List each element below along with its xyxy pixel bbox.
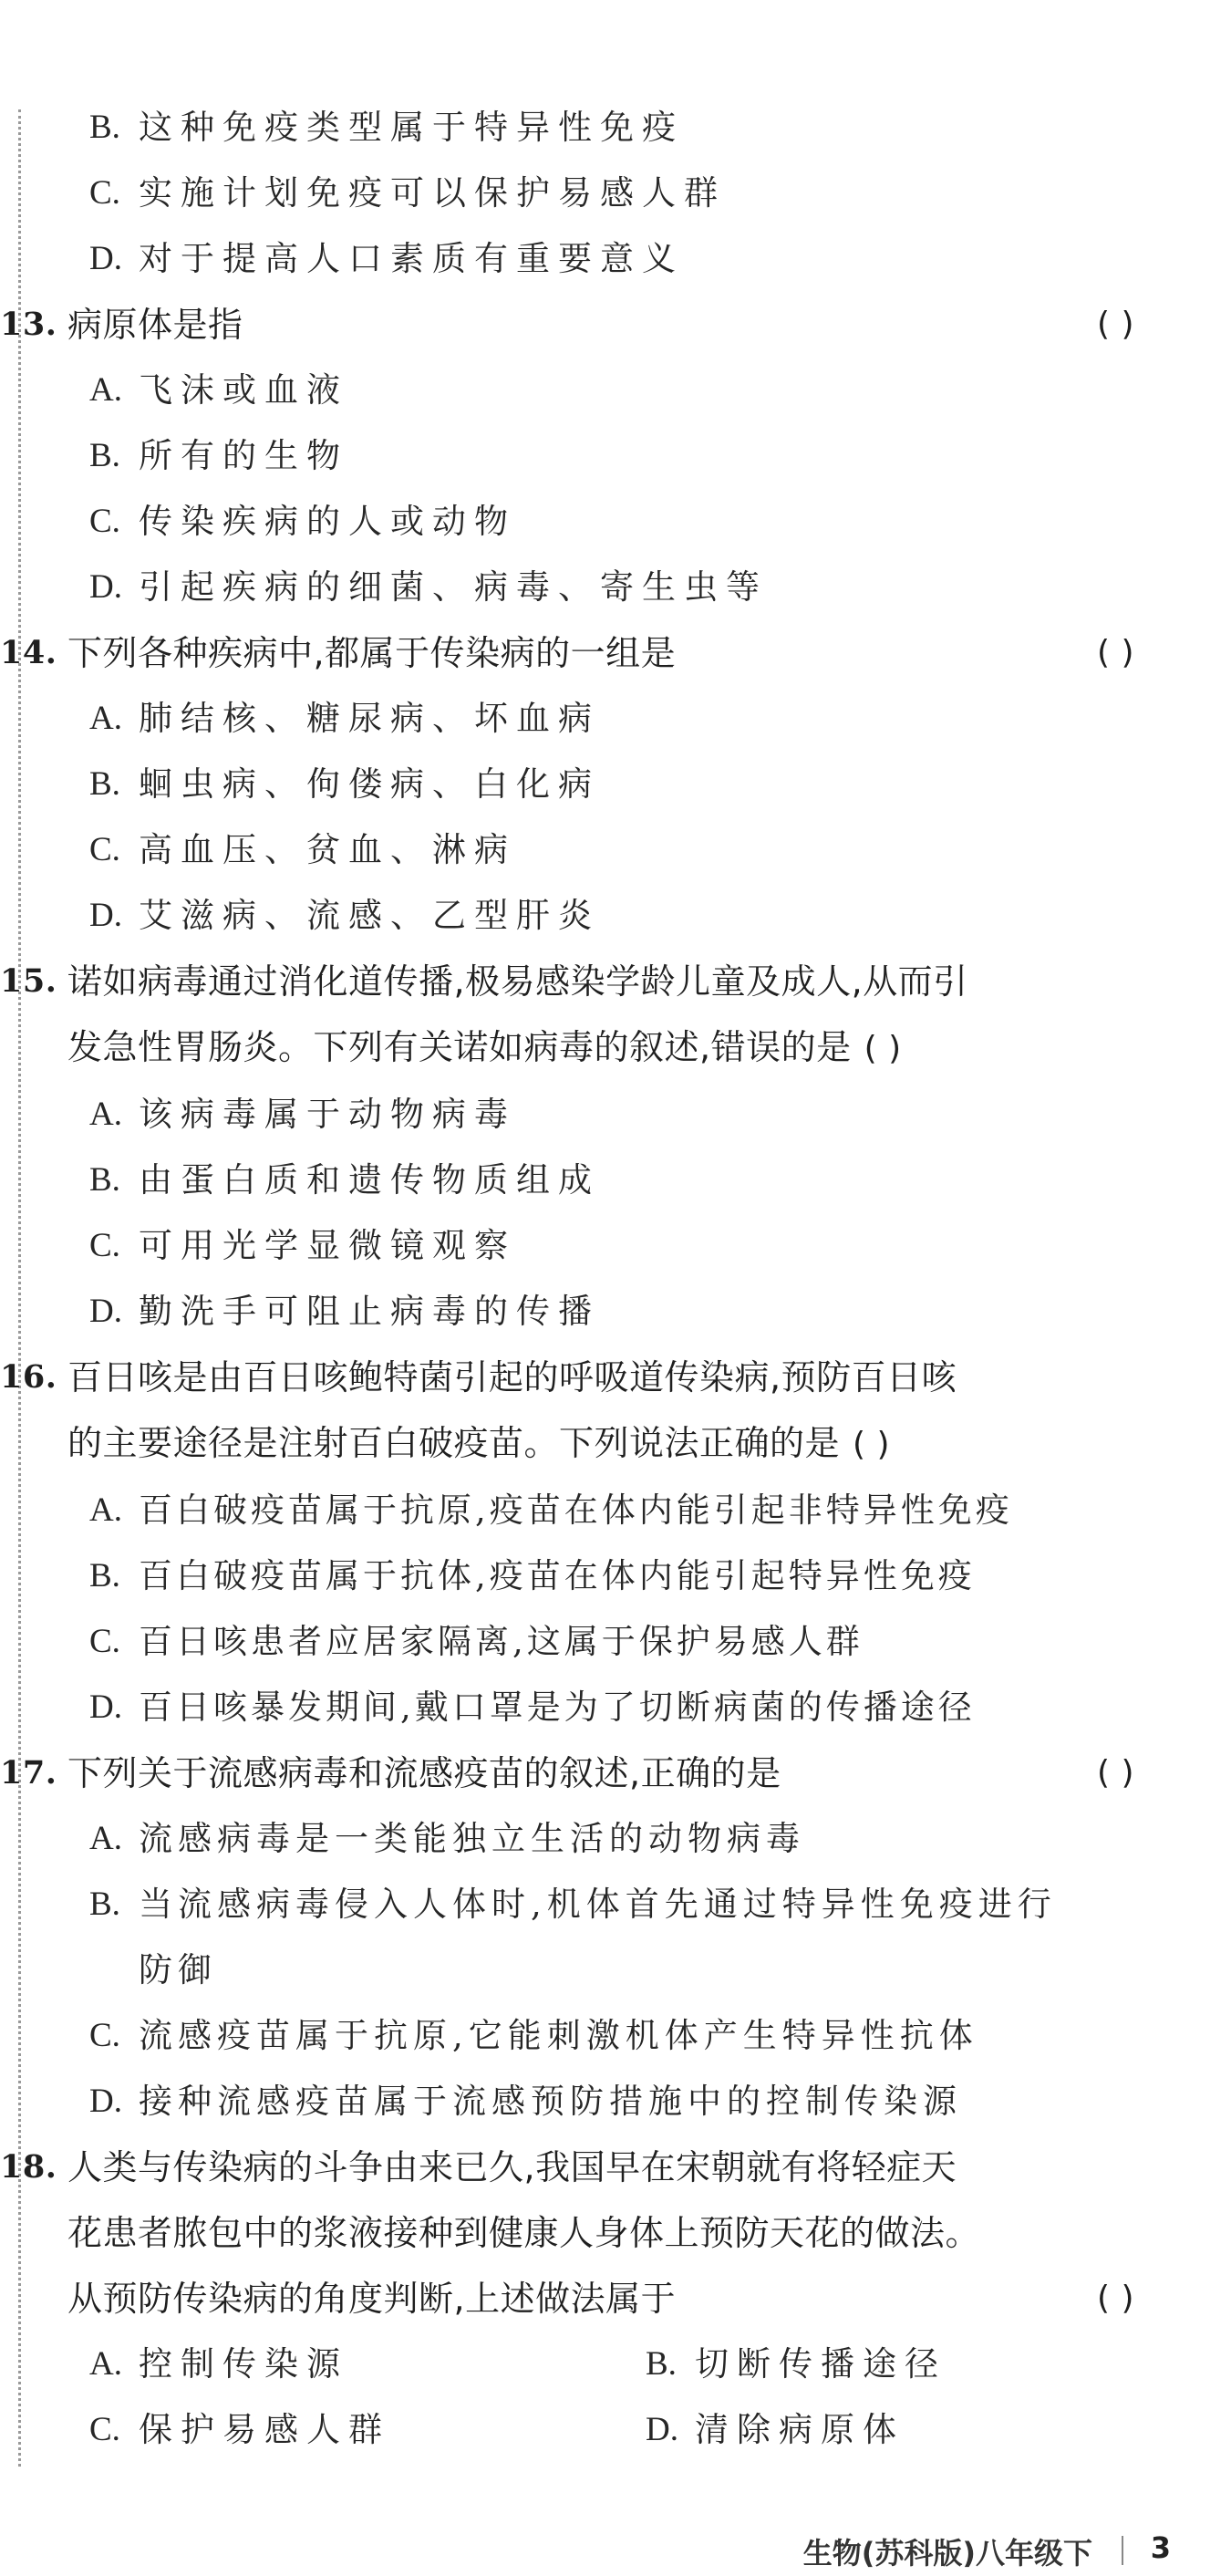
option bbox=[89, 2069, 1142, 2135]
question-stem bbox=[0, 1740, 1143, 1806]
option-text: 对于提高人口素质有重要意义 bbox=[139, 239, 684, 278]
answer-blank: ( ) bbox=[864, 1030, 902, 1067]
stem-line: 百日咳是由百日咳鲍特菌引起的呼吸道传染病,预防百日咳 bbox=[67, 1357, 957, 1397]
option-letter: B. bbox=[89, 1557, 120, 1594]
option-letter: B. bbox=[89, 437, 120, 474]
option-letter: C. bbox=[89, 1623, 120, 1660]
question-stem bbox=[0, 1345, 1143, 1478]
question-number: 14. bbox=[0, 634, 57, 671]
stem-line: 的主要途径是注射百白破疫苗。下列说法正确的是 bbox=[67, 1423, 841, 1463]
option-letter: B. bbox=[89, 1885, 120, 1923]
option-letter: C. bbox=[89, 503, 120, 540]
question-14 bbox=[0, 620, 1231, 949]
option-text: 切断传播途径 bbox=[695, 2344, 947, 2384]
option bbox=[89, 1872, 1142, 2003]
option-letter: D. bbox=[646, 2411, 678, 2448]
stem-line: 从预防传染病的角度判断,上述做法属于 bbox=[67, 2279, 677, 2319]
option-letter: C. bbox=[89, 2017, 120, 2054]
option-text: 蛔虫病、佝偻病、白化病 bbox=[139, 764, 600, 804]
question-15 bbox=[0, 949, 1231, 1345]
stem-line: 诺如病毒通过消化道传播,极易感染学龄儿童及成人,从而引 bbox=[67, 961, 968, 1002]
option-text: 清除病原体 bbox=[695, 2410, 905, 2449]
option-letter: C. bbox=[89, 174, 120, 212]
option-text: 由蛋白质和遗传物质组成 bbox=[139, 1160, 600, 1200]
option bbox=[89, 226, 1142, 292]
option-text: 控制传染源 bbox=[139, 2344, 348, 2384]
question-stem bbox=[0, 2135, 1143, 2332]
option-text: 实施计划免疫可以保护易感人群 bbox=[139, 173, 726, 213]
option-letter: B. bbox=[89, 109, 120, 146]
option bbox=[89, 1675, 1142, 1740]
option-letter: C. bbox=[89, 831, 120, 868]
question-18 bbox=[0, 2135, 1231, 2463]
option bbox=[646, 2332, 1133, 2397]
option bbox=[89, 358, 1142, 423]
option-text: 肺结核、糖尿病、坏血病 bbox=[139, 699, 600, 738]
option bbox=[89, 2397, 576, 2463]
option-row bbox=[0, 2397, 1231, 2463]
option-letter: B. bbox=[646, 2345, 677, 2383]
option-text-continued: 防御 bbox=[139, 1950, 217, 1989]
option-letter: B. bbox=[89, 765, 120, 803]
option-text: 飞沫或血液 bbox=[139, 370, 348, 410]
option-letter: D. bbox=[89, 1293, 122, 1330]
option bbox=[89, 423, 1142, 489]
option-letter: A. bbox=[89, 1820, 122, 1857]
question-number: 16. bbox=[0, 1358, 57, 1396]
option-text: 高血压、贫血、淋病 bbox=[139, 830, 516, 869]
option-text: 流感疫苗属于抗原,它能刺激机体产生特异性抗体 bbox=[139, 2016, 978, 2055]
option-letter: D. bbox=[89, 240, 122, 277]
stem-line: 人类与传染病的斗争由来已久,我国早在宋朝就有将轻症天 bbox=[67, 2147, 957, 2187]
option-letter: D. bbox=[89, 2083, 122, 2120]
question-12-tail bbox=[0, 95, 1231, 292]
option bbox=[89, 1213, 1142, 1279]
option-letter: C. bbox=[89, 2411, 120, 2448]
option-letter: A. bbox=[89, 1096, 122, 1133]
stem-text: 下列各种疾病中,都属于传染病的一组是 bbox=[67, 633, 677, 673]
option-letter: C. bbox=[89, 1227, 120, 1264]
stem-text: 病原体是指 bbox=[67, 305, 243, 345]
option-text: 保护易感人群 bbox=[139, 2410, 390, 2449]
option-text: 百白破疫苗属于抗体,疫苗在体内能引起特异性免疫 bbox=[139, 1556, 976, 1595]
answer-blank: ( ) bbox=[1096, 306, 1134, 343]
question-16 bbox=[0, 1345, 1231, 1740]
option-text: 流感病毒是一类能独立生活的动物病毒 bbox=[139, 1819, 805, 1858]
option bbox=[89, 555, 1142, 620]
question-number: 18. bbox=[0, 2148, 57, 2186]
option bbox=[89, 2003, 1142, 2069]
option bbox=[89, 1543, 1142, 1609]
option-letter: D. bbox=[89, 568, 122, 606]
option bbox=[89, 489, 1142, 555]
option-text: 所有的生物 bbox=[139, 436, 348, 475]
question-number: 15. bbox=[0, 962, 57, 1000]
question-13 bbox=[0, 292, 1231, 620]
option bbox=[89, 686, 1142, 752]
option bbox=[89, 1609, 1142, 1675]
option-text: 引起疾病的细菌、病毒、寄生虫等 bbox=[139, 567, 768, 607]
option-text: 百白破疫苗属于抗原,疫苗在体内能引起非特异性免疫 bbox=[139, 1491, 1013, 1530]
page-footer bbox=[0, 2530, 1231, 2576]
option-text: 当流感病毒侵入人体时,机体首先通过特异性免疫进行 bbox=[139, 1885, 1057, 1924]
stem-text: 下列关于流感病毒和流感疫苗的叙述,正确的是 bbox=[67, 1753, 781, 1793]
question-stem bbox=[0, 620, 1143, 686]
option bbox=[89, 1478, 1142, 1543]
option-letter: A. bbox=[89, 1491, 122, 1529]
question-stem bbox=[0, 292, 1143, 358]
stem-line: 发急性胃肠炎。下列有关诺如病毒的叙述,错误的是 bbox=[67, 1027, 852, 1067]
option bbox=[89, 1082, 1142, 1148]
option-text: 可用光学显微镜观察 bbox=[139, 1226, 516, 1265]
option-letter: D. bbox=[89, 897, 122, 934]
book-title: 生物(苏科版)八年级下 bbox=[802, 2536, 1092, 2571]
option bbox=[89, 752, 1142, 817]
option bbox=[89, 883, 1142, 949]
option bbox=[89, 2332, 576, 2397]
answer-blank: ( ) bbox=[853, 1426, 891, 1463]
option-text: 该病毒属于动物病毒 bbox=[139, 1095, 516, 1134]
option-letter: B. bbox=[89, 1161, 120, 1199]
answer-blank: ( ) bbox=[1096, 1754, 1134, 1792]
option bbox=[89, 1279, 1142, 1345]
option-text: 传染疾病的人或动物 bbox=[139, 502, 516, 541]
option-letter: A. bbox=[89, 700, 122, 737]
option bbox=[89, 1148, 1142, 1213]
question-page bbox=[0, 95, 1231, 2463]
question-number: 13. bbox=[0, 306, 57, 343]
option-text: 这种免疫类型属于特异性免疫 bbox=[139, 108, 684, 147]
option-text: 勤洗手可阻止病毒的传播 bbox=[139, 1292, 600, 1331]
option-text: 艾滋病、流感、乙型肝炎 bbox=[139, 896, 600, 935]
option bbox=[89, 1806, 1142, 1872]
question-stem bbox=[0, 949, 1143, 1082]
option bbox=[89, 95, 1142, 161]
option-letter: A. bbox=[89, 371, 122, 409]
option-letter: D. bbox=[89, 1688, 122, 1726]
option bbox=[89, 161, 1142, 226]
footer-divider bbox=[1122, 2536, 1123, 2565]
question-number: 17. bbox=[0, 1754, 57, 1792]
option-text: 百日咳暴发期间,戴口罩是为了切断病菌的传播途径 bbox=[139, 1688, 976, 1727]
option bbox=[646, 2397, 1133, 2463]
option-text: 接种流感疫苗属于流感预防措施中的控制传染源 bbox=[139, 2082, 962, 2121]
option-row bbox=[0, 2332, 1231, 2397]
answer-blank: ( ) bbox=[1096, 2280, 1134, 2317]
option bbox=[89, 817, 1142, 883]
answer-blank: ( ) bbox=[1096, 634, 1134, 671]
page-number: 3 bbox=[1150, 2530, 1171, 2565]
option-text: 百日咳患者应居家隔离,这属于保护易感人群 bbox=[139, 1622, 864, 1661]
option-letter: A. bbox=[89, 2345, 122, 2383]
question-17 bbox=[0, 1740, 1231, 2135]
stem-line: 花患者脓包中的浆液接种到健康人身体上预防天花的做法。 bbox=[67, 2213, 981, 2253]
